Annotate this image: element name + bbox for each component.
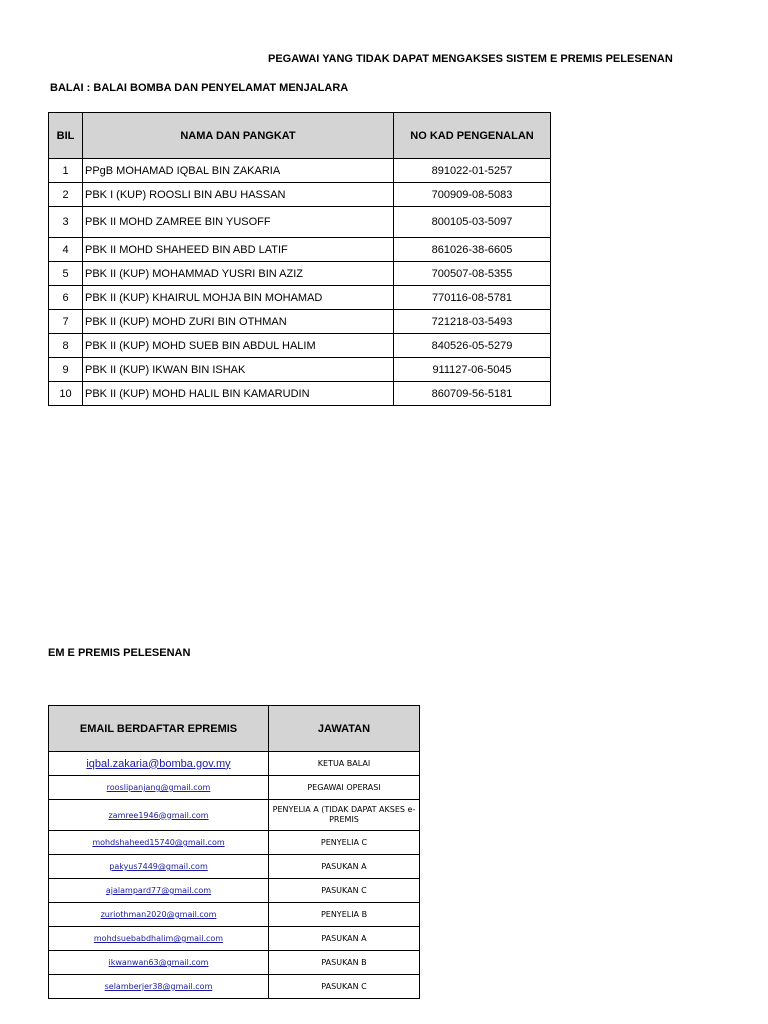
- email-link[interactable]: ikwanwan63@gmail.com: [49, 951, 269, 975]
- name-cell: PPgB MOHAMAD IQBAL BIN ZAKARIA: [83, 159, 394, 183]
- email-link[interactable]: iqbal.zakaria@bomba.gov.my: [49, 752, 269, 776]
- table-row: [49, 310, 551, 334]
- table-row: [49, 238, 551, 262]
- table-row: [49, 207, 551, 238]
- email-link[interactable]: mohdshaheed15740@gmail.com: [49, 831, 269, 855]
- position-cell: PASUKAN A: [269, 855, 420, 879]
- table-row: [49, 951, 420, 975]
- column-header-jawatan: JAWATAN: [269, 706, 420, 752]
- name-cell: PBK II (KUP) MOHD ZURI BIN OTHMAN: [83, 310, 394, 334]
- page-title-continuation: EM E PREMIS PELESENAN: [48, 647, 191, 659]
- column-header-ic: NO KAD PENGENALAN: [394, 113, 551, 159]
- ic-cell: 770116-08-5781: [394, 286, 551, 310]
- table-row: [49, 800, 420, 831]
- email-link[interactable]: zamree1946@gmail.com: [49, 800, 269, 831]
- email-link[interactable]: mohdsuebabdhalim@gmail.com: [49, 927, 269, 951]
- ic-cell: 840526-05-5279: [394, 334, 551, 358]
- staff-table-header-row: [49, 113, 551, 159]
- name-cell: PBK II (KUP) KHAIRUL MOHJA BIN MOHAMAD: [83, 286, 394, 310]
- ic-cell: 700507-08-5355: [394, 262, 551, 286]
- staff-table: [48, 112, 551, 406]
- email-table-header-row: [49, 706, 420, 752]
- column-header-email: EMAIL BERDAFTAR EPREMIS: [49, 706, 269, 752]
- table-row: [49, 262, 551, 286]
- table-row: [49, 879, 420, 903]
- bil-cell: 1: [49, 159, 83, 183]
- bil-cell: 7: [49, 310, 83, 334]
- bil-cell: 8: [49, 334, 83, 358]
- position-cell: PEGAWAI OPERASI: [269, 776, 420, 800]
- table-row: [49, 334, 551, 358]
- bil-cell: 6: [49, 286, 83, 310]
- bil-cell: 2: [49, 183, 83, 207]
- email-link[interactable]: ajalampard77@gmail.com: [49, 879, 269, 903]
- ic-cell: 911127-06-5045: [394, 358, 551, 382]
- table-row: [49, 286, 551, 310]
- table-row: [49, 903, 420, 927]
- name-cell: PBK II (KUP) IKWAN BIN ISHAK: [83, 358, 394, 382]
- name-cell: PBK II (KUP) MOHD HALIL BIN KAMARUDIN: [83, 382, 394, 406]
- email-link[interactable]: pakyus7449@gmail.com: [49, 855, 269, 879]
- ic-cell: 860709-56-5181: [394, 382, 551, 406]
- position-cell: PENYELIA B: [269, 903, 420, 927]
- email-link[interactable]: rooslipanjang@gmail.com: [49, 776, 269, 800]
- email-link[interactable]: zuriothman2020@gmail.com: [49, 903, 269, 927]
- position-cell: KETUA BALAI: [269, 752, 420, 776]
- bil-cell: 4: [49, 238, 83, 262]
- table-row: [49, 975, 420, 999]
- station-label: BALAI : BALAI BOMBA DAN PENYELAMAT MENJALARA: [50, 82, 349, 94]
- ic-cell: 700909-08-5083: [394, 183, 551, 207]
- email-link[interactable]: selamberjer38@gmail.com: [49, 975, 269, 999]
- table-row: [49, 855, 420, 879]
- ic-cell: 721218-03-5493: [394, 310, 551, 334]
- email-table: [48, 705, 420, 999]
- bil-cell: 9: [49, 358, 83, 382]
- table-row: [49, 159, 551, 183]
- position-cell: PASUKAN A: [269, 927, 420, 951]
- name-cell: PBK II (KUP) MOHD SUEB BIN ABDUL HALIM: [83, 334, 394, 358]
- table-row: [49, 831, 420, 855]
- table-row: [49, 927, 420, 951]
- table-row: [49, 358, 551, 382]
- ic-cell: 891022-01-5257: [394, 159, 551, 183]
- column-header-nama: NAMA DAN PANGKAT: [83, 113, 394, 159]
- position-cell: PASUKAN C: [269, 975, 420, 999]
- bil-cell: 10: [49, 382, 83, 406]
- position-cell: PASUKAN B: [269, 951, 420, 975]
- ic-cell: 800105-03-5097: [394, 207, 551, 238]
- table-row: [49, 382, 551, 406]
- table-row: [49, 776, 420, 800]
- page-title: PEGAWAI YANG TIDAK DAPAT MENGAKSES SISTEM E PREMIS PELESENAN: [268, 53, 673, 65]
- bil-cell: 5: [49, 262, 83, 286]
- table-row: [49, 183, 551, 207]
- name-cell: PBK I (KUP) ROOSLI BIN ABU HASSAN: [83, 183, 394, 207]
- column-header-bil: BIL: [49, 113, 83, 159]
- bil-cell: 3: [49, 207, 83, 238]
- name-cell: PBK II MOHD SHAHEED BIN ABD LATIF: [83, 238, 394, 262]
- table-row: [49, 752, 420, 776]
- ic-cell: 861026-38-6605: [394, 238, 551, 262]
- position-cell: PENYELIA A (TIDAK DAPAT AKSES e-PREMIS: [269, 800, 420, 831]
- position-cell: PASUKAN C: [269, 879, 420, 903]
- name-cell: PBK II (KUP) MOHAMMAD YUSRI BIN AZIZ: [83, 262, 394, 286]
- name-cell: PBK II MOHD ZAMREE BIN YUSOFF: [83, 207, 394, 238]
- position-cell: PENYELIA C: [269, 831, 420, 855]
